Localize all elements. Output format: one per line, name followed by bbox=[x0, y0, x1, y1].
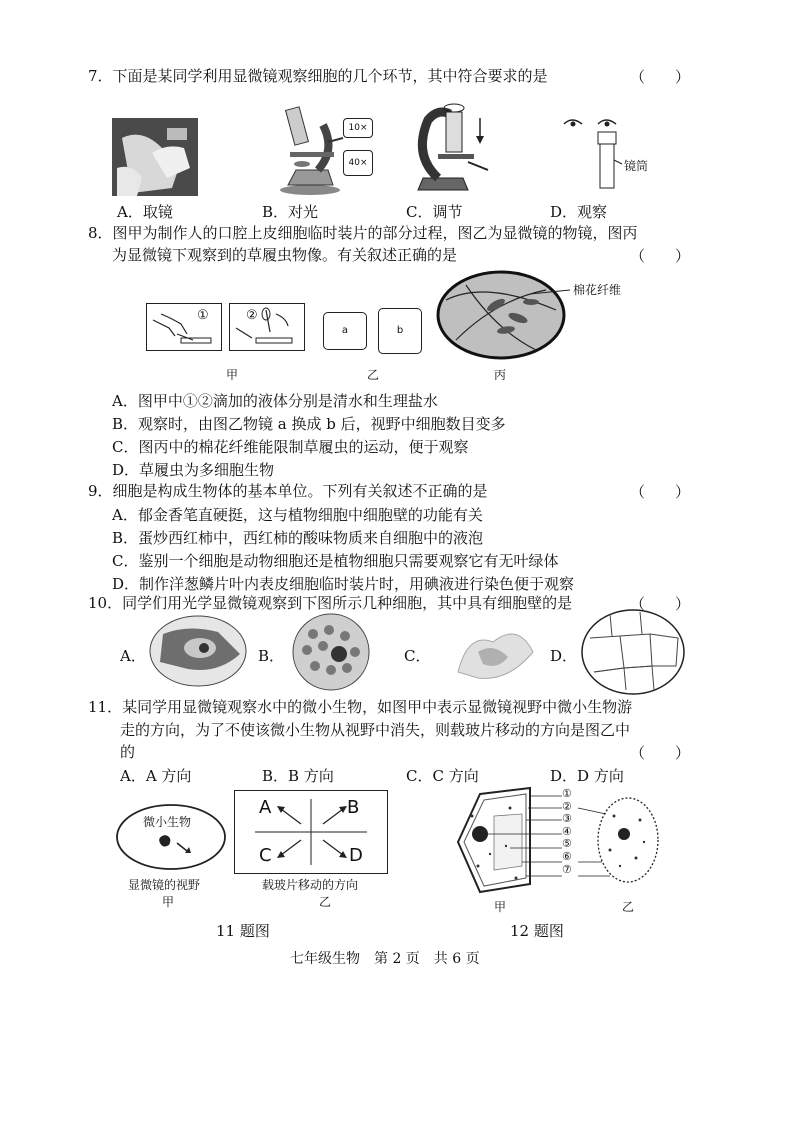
q10-number: 10． bbox=[88, 594, 123, 612]
q8-paramecium-view bbox=[436, 270, 566, 360]
q7-option-c: C．调节 bbox=[406, 203, 463, 221]
q10-stem bbox=[88, 593, 572, 614]
q10-text: 同学们用光学显微镜观察到下图所示几种细胞，其中具有细胞壁的是 bbox=[122, 594, 573, 612]
q8-number: 8． bbox=[88, 224, 113, 242]
q10-label-a: A． bbox=[120, 647, 146, 665]
q10-cell-c-image bbox=[438, 612, 548, 688]
q11-field-caption: 显微镜的视野 bbox=[128, 878, 201, 892]
q10-cell-d-image bbox=[580, 608, 686, 696]
q8-answer-paren: （ ） bbox=[630, 247, 691, 265]
q7-stem bbox=[88, 66, 548, 87]
q9-answer-paren: （ ） bbox=[630, 483, 691, 501]
q7-objective-40x: 40× bbox=[343, 150, 373, 176]
q11-answer-paren: （ ） bbox=[630, 744, 691, 762]
q12-marker-7: ⑦ bbox=[562, 862, 572, 876]
q7-text: 下面是某同学利用显微镜观察细胞的几个环节，其中符合要求的是 bbox=[112, 67, 548, 85]
q8-fiber-label: 棉花纤维 bbox=[573, 283, 622, 297]
q8-caption-yi: 乙 bbox=[367, 368, 380, 382]
q8-text-line1: 图甲为制作人的口腔上皮细胞临时装片的部分过程，图乙为显微镜的物镜，图丙 bbox=[112, 224, 638, 242]
q8-step1-marker: ① bbox=[197, 308, 209, 323]
q8-caption-bing: 丙 bbox=[494, 368, 507, 382]
q9-option-a: A．郁金香笔直硬挺，这与植物细胞中细胞壁的功能有关 bbox=[112, 506, 483, 524]
q7-option-a: A．取镜 bbox=[117, 203, 173, 221]
q12-caption-yi: 乙 bbox=[622, 900, 635, 914]
q11-field-sub: 甲 bbox=[162, 895, 175, 909]
q7-tube-label: 镜筒 bbox=[624, 159, 649, 173]
q10-cell-a-image bbox=[148, 614, 248, 688]
q11-number: 11． bbox=[88, 698, 123, 716]
q8-objective-b: b bbox=[378, 308, 422, 354]
q11-dir-b: B bbox=[347, 797, 360, 818]
q11-dir-a: A bbox=[259, 797, 272, 818]
q8-option-d: D．草履虫为多细胞生物 bbox=[112, 461, 275, 479]
q11-option-b: B．B 方向 bbox=[262, 767, 334, 785]
q11-option-c: C．C 方向 bbox=[406, 767, 479, 785]
q11-text-line2: 走的方向，为了不使该微小生物从视野中消失，则载玻片移动的方向是图乙中 bbox=[120, 721, 631, 739]
q12-marker-2: ② bbox=[562, 799, 572, 813]
q12-caption-jia: 甲 bbox=[494, 900, 507, 914]
q8-caption-jia: 甲 bbox=[226, 368, 239, 382]
q8-text-line2: 为显微镜下观察到的草履虫物像。有关叙述正确的是 bbox=[112, 246, 458, 264]
q7-option-b: B．对光 bbox=[262, 203, 319, 221]
q9-number: 9． bbox=[88, 482, 113, 500]
q12-marker-3: ③ bbox=[562, 812, 572, 826]
q11-text-line1: 某同学用显微镜观察水中的微小生物，如图甲中表示显微镜视野中微小生物游 bbox=[122, 698, 633, 716]
q9-option-b: B．蛋炒西红柿中，西红柿的酸味物质来自细胞中的液泡 bbox=[112, 529, 484, 547]
q7-answer-paren: （ ） bbox=[630, 68, 691, 86]
q12-marker-6: ⑥ bbox=[562, 849, 572, 863]
q10-label-c: C． bbox=[404, 647, 431, 665]
q10-label-b: B． bbox=[258, 647, 285, 665]
q11-direction-box bbox=[234, 790, 388, 874]
q10-cell-b-image bbox=[285, 612, 377, 692]
q11-organism-label: 微小生物 bbox=[143, 815, 192, 829]
q8-option-c: C．图丙中的棉花纤维能限制草履虫的运动，便于观察 bbox=[112, 438, 469, 456]
q11-text-line3: 的 bbox=[120, 743, 136, 761]
q9-stem bbox=[88, 481, 488, 502]
q8-objective-a: a bbox=[323, 312, 367, 350]
q8-step2-marker: ② bbox=[246, 308, 258, 323]
q11-option-a: A．A 方向 bbox=[120, 767, 192, 785]
q12-marker-4: ④ bbox=[562, 824, 572, 838]
page-footer: 七年级生物 第 2 页 共 6 页 bbox=[290, 951, 480, 967]
q7-objective-10x: 10× bbox=[343, 118, 373, 138]
q8-stem-line1 bbox=[88, 223, 638, 244]
q7-microscope-adjust bbox=[408, 100, 498, 196]
q8-option-b: B．观察时，由图乙物镜 a 换成 b 后，视野中细胞数目变多 bbox=[112, 415, 506, 433]
q11-option-d: D．D 方向 bbox=[550, 767, 624, 785]
q7-number: 7． bbox=[88, 67, 113, 85]
q7-observe-eyes-tube bbox=[560, 112, 620, 190]
q7-photo-take-microscope bbox=[112, 118, 198, 196]
q11-figure-caption: 11 题图 bbox=[216, 922, 270, 940]
q8-option-a: A．图甲中①②滴加的液体分别是清水和生理盐水 bbox=[112, 392, 438, 410]
q11-stem-line1 bbox=[88, 697, 632, 718]
q9-option-c: C．鉴别一个细胞是动物细胞还是植物细胞只需要观察它有无叶绿体 bbox=[112, 552, 559, 570]
q12-marker-5: ⑤ bbox=[562, 837, 572, 851]
q8-step2-box bbox=[229, 303, 305, 351]
q7-microscope-light-alignment bbox=[268, 100, 378, 196]
q8-step1-box bbox=[146, 303, 222, 351]
q8-fiber-pointer bbox=[530, 288, 574, 298]
q12-markers bbox=[562, 788, 572, 876]
q10-answer-paren: （ ） bbox=[630, 595, 691, 613]
q11-direction-caption: 载玻片移动的方向 bbox=[262, 878, 359, 892]
q12-figure-caption: 12 题图 bbox=[510, 922, 564, 940]
q9-option-d: D．制作洋葱鳞片叶内表皮细胞临时装片时，用碘液进行染色便于观察 bbox=[112, 575, 575, 593]
q11-direction-sub: 乙 bbox=[319, 895, 332, 909]
q11-dir-c: C bbox=[259, 845, 272, 866]
q7-option-d: D．观察 bbox=[550, 203, 608, 221]
q11-dir-d: D bbox=[349, 845, 363, 866]
q10-label-d: D． bbox=[550, 647, 578, 665]
q12-marker-1: ① bbox=[562, 787, 572, 800]
q9-text: 细胞是构成生物体的基本单位。下列有关叙述不正确的是 bbox=[112, 482, 488, 500]
